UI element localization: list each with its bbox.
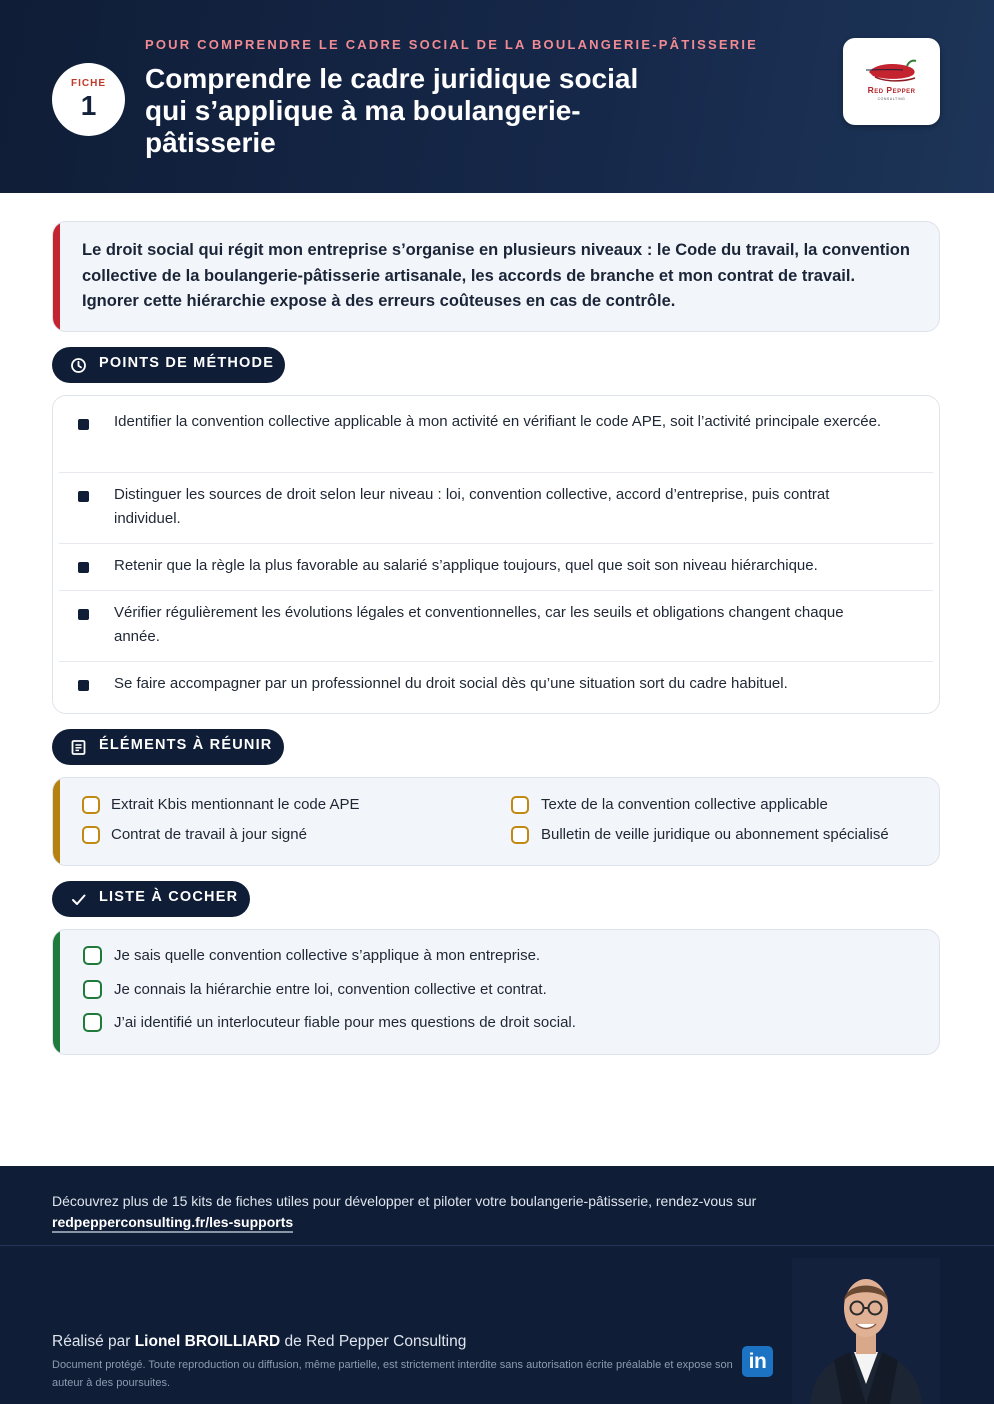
intro-callout (52, 221, 940, 332)
checklist-item-text: Je connais la hiérarchie entre loi, convention collective et contrat. (114, 981, 547, 998)
list-item (59, 396, 933, 472)
section-label-method: POINTS DE MÉTHODE (99, 355, 275, 371)
method-item-text: Retenir que la règle la plus favorable au salarié s’applique toujours, quel que soit son niveau hiérarchique. (114, 557, 818, 574)
square-bullet-icon (78, 419, 89, 430)
credit-suffix: de Red Pepper Consulting (280, 1333, 467, 1350)
logo-name: Red Pepper (867, 85, 916, 95)
author-name: Lionel BROILLIARD (134, 1333, 281, 1350)
logo-tagline: CONSULTING (877, 97, 906, 101)
credit-prefix: Réalisé par (52, 1333, 135, 1350)
square-bullet-icon (78, 562, 89, 573)
method-item-text: Distinguer les sources de droit selon leur niveau : loi, convention collective, accord d’entreprise, puis contrat individuel. (114, 486, 830, 527)
fiche-badge (52, 63, 125, 136)
square-bullet-icon (78, 609, 89, 620)
checkbox[interactable] (511, 796, 529, 814)
linkedin-label: in (748, 1350, 767, 1373)
fiche-number: 1 (80, 90, 97, 121)
footer-divider (0, 1245, 994, 1246)
list-item (59, 543, 933, 590)
page-kicker: POUR COMPRENDRE LE CADRE SOCIAL DE LA BOULANGERIE-PÂTISSERIE (145, 37, 759, 52)
author-photo (792, 1258, 940, 1404)
intro-text: Le droit social qui régit mon entreprise s’organise en plusieurs niveaux : le Code du travail, la convention collective de la boulangerie-pâtisserie artisanale, les accords de branche et mon contrat de travail. Ignorer cette hiérarchie expose à des erreurs coûteuses en cas de contrôle. (82, 241, 910, 310)
section-label-checklist: LISTE À COCHER (99, 889, 239, 905)
element-item-text: Texte de la convention collective applicable (541, 796, 828, 813)
section-pill-checklist (52, 881, 250, 917)
checkbox[interactable] (83, 946, 102, 965)
document-icon (70, 739, 87, 756)
list-item (59, 661, 933, 713)
page-header (0, 0, 994, 193)
square-bullet-icon (78, 680, 89, 691)
page-title: Comprendre le cadre juridique social qui s’applique à ma boulangerie-pâtisserie (145, 63, 639, 158)
checkbox[interactable] (83, 1013, 102, 1032)
list-item (59, 472, 933, 543)
legal-notice: Document protégé. Toute reproduction ou diffusion, même partielle, est strictement interdite sans autorisation écrite préalable et expose son auteur à des poursuites. (52, 1359, 733, 1389)
method-item-text: Identifier la convention collective applicable à mon activité en vérifiant le code APE, soit l’activité principale exercée. (114, 413, 882, 430)
list-item (59, 590, 933, 661)
elements-list (52, 777, 940, 866)
element-item-text: Extrait Kbis mentionnant le code APE (111, 796, 360, 813)
checklist (52, 929, 940, 1055)
method-item-text: Vérifier régulièrement les évolutions légales et conventionnelles, car les seuils et obligations changent chaque année. (114, 604, 844, 645)
supports-link[interactable]: redpepperconsulting.fr/les-supports (52, 1214, 293, 1233)
method-list (52, 395, 940, 714)
linkedin-icon[interactable] (742, 1346, 773, 1377)
element-item-text: Contrat de travail à jour signé (111, 826, 307, 843)
element-item-text: Bulletin de veille juridique ou abonnement spécialisé (541, 826, 889, 843)
fiche-label: FICHE (71, 78, 106, 89)
checkbox[interactable] (82, 826, 100, 844)
section-pill-method (52, 347, 285, 383)
section-label-elements: ÉLÉMENTS À RÉUNIR (99, 737, 273, 753)
checkmark-icon (70, 891, 87, 908)
checkbox[interactable] (511, 826, 529, 844)
method-item-text: Se faire accompagner par un professionnel du droit social dès qu’une situation sort du cadre habituel. (114, 675, 788, 692)
company-logo (843, 38, 940, 125)
checkbox[interactable] (82, 796, 100, 814)
clock-icon (70, 357, 87, 374)
red-pepper-logo-icon (863, 58, 920, 84)
page-footer (0, 1166, 994, 1404)
checklist-item-text: J’ai identifié un interlocuteur fiable pour mes questions de droit social. (114, 1014, 576, 1031)
checklist-item-text: Je sais quelle convention collective s’applique à mon entreprise. (114, 947, 541, 964)
checkbox[interactable] (83, 980, 102, 999)
author-credit (52, 1333, 466, 1351)
footer-promo: Découvrez plus de 15 kits de fiches utiles pour développer et piloter votre boulangerie-pâtisserie, rendez-vous sur (52, 1193, 757, 1209)
section-pill-elements (52, 729, 284, 765)
square-bullet-icon (78, 491, 89, 502)
